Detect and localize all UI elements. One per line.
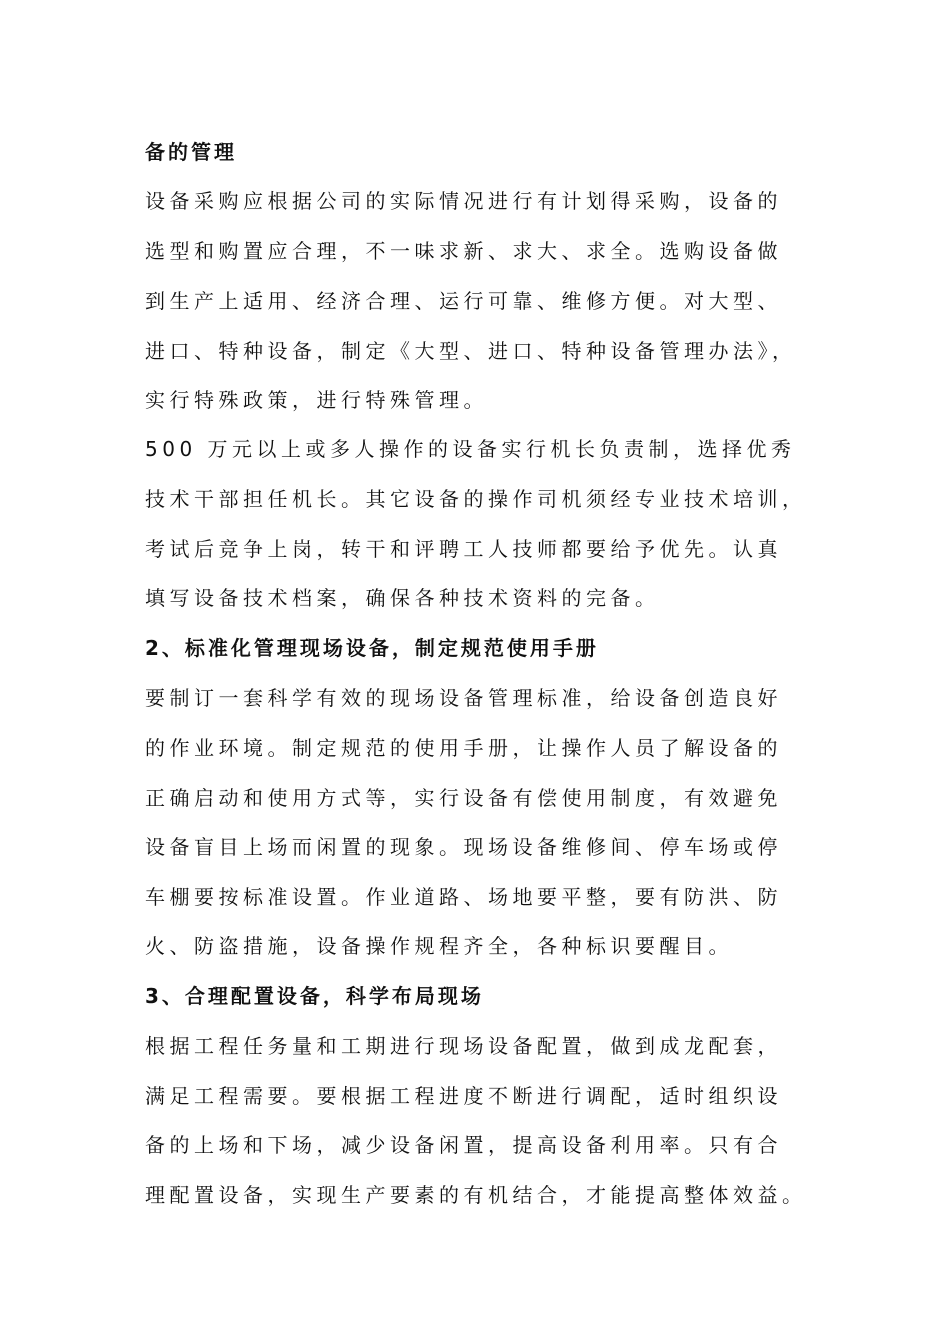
paragraph-line: 车棚要按标准设置。作业道路、场地要平整，要有防洪、防 <box>145 885 782 909</box>
paragraph-line: 理配置设备，实现生产要素的有机结合，才能提高整体效益。 <box>145 1183 807 1207</box>
paragraph-line: 填写设备技术档案，确保各种技术资料的完备。 <box>145 586 660 610</box>
paragraph-line: 实行特殊政策，进行特殊管理。 <box>145 388 488 412</box>
paragraph-line: 正确启动和使用方式等，实行设备有偿使用制度，有效避免 <box>145 786 782 810</box>
paragraph-line: 备的上场和下场，减少设备闲置，提高设备利用率。只有合 <box>145 1133 782 1157</box>
paragraph-line: 设备采购应根据公司的实际情况进行有计划得采购，设备的 <box>145 189 782 213</box>
paragraph-line: 进口、特种设备，制定《大型、进口、特种设备管理办法》， <box>145 339 797 363</box>
heading-line: 备的管理 <box>145 140 237 164</box>
section-heading: 2、标准化管理现场设备，制定规范使用手册 <box>145 636 599 660</box>
paragraph-line: 的作业环境。制定规范的使用手册，让操作人员了解设备的 <box>145 736 782 760</box>
paragraph-line: 技术干部担任机长。其它设备的操作司机须经专业技术培训， <box>145 487 807 511</box>
paragraph-line: 满足工程需要。要根据工程进度不断进行调配，适时组织设 <box>145 1084 782 1108</box>
paragraph-line: 设备盲目上场而闲置的现象。现场设备维修间、停车场或停 <box>145 835 782 859</box>
paragraph-line: 500 万元以上或多人操作的设备实行机长负责制，选择优秀 <box>145 437 796 461</box>
paragraph-line: 考试后竞争上岗，转干和评聘工人技师都要给予优先。认真 <box>145 537 782 561</box>
paragraph-line: 到生产上适用、经济合理、运行可靠、维修方便。对大型、 <box>145 289 782 313</box>
paragraph-line: 要制订一套科学有效的现场设备管理标准，给设备创造良好 <box>145 686 782 710</box>
paragraph-line: 根据工程任务量和工期进行现场设备配置，做到成龙配套， <box>145 1034 782 1058</box>
paragraph-line: 选型和购置应合理，不一味求新、求大、求全。选购设备做 <box>145 239 782 263</box>
paragraph-line: 火、防盗措施，设备操作规程齐全，各种标识要醒目。 <box>145 934 733 958</box>
section-heading: 3、合理配置设备，科学布局现场 <box>145 984 484 1008</box>
